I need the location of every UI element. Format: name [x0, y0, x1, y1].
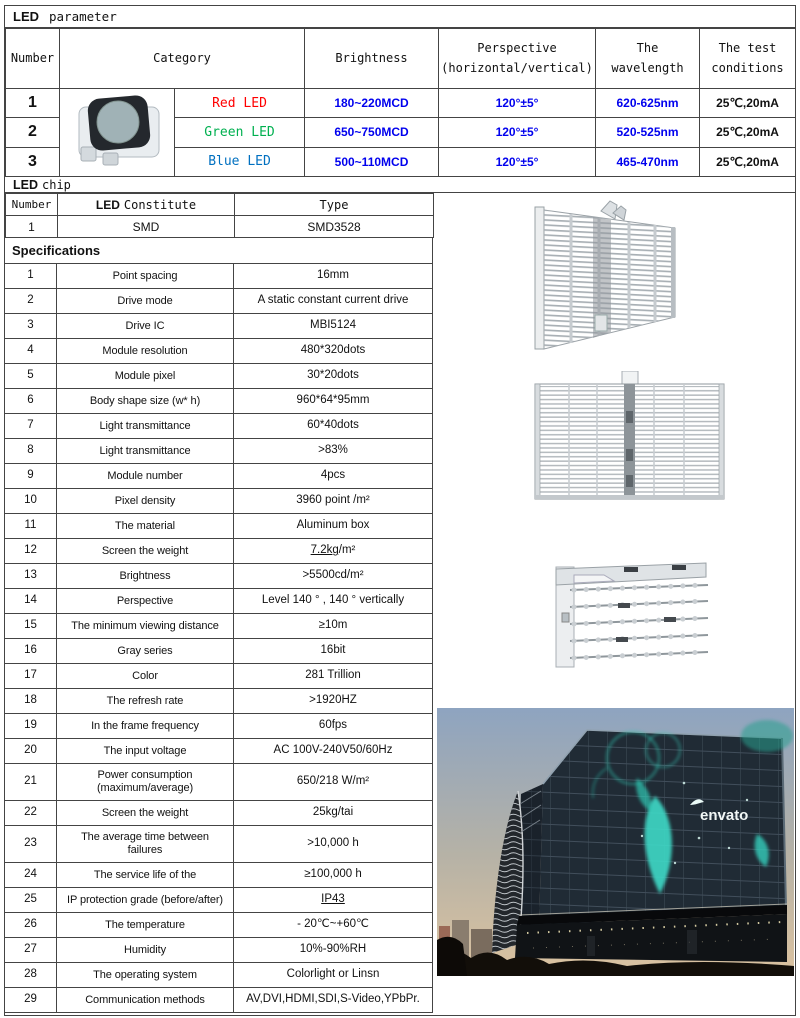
section-led-chip-title [5, 177, 795, 193]
spec-row [5, 389, 433, 414]
chip-col-number: Number [6, 194, 58, 216]
spec-name: The refresh rate [57, 689, 234, 713]
spec-name: Module number [57, 464, 234, 488]
spec-value: MBI5124 [234, 314, 433, 338]
spec-row [5, 614, 433, 639]
spec-row [5, 963, 433, 988]
spec-name: Module resolution [57, 339, 234, 363]
table-row [6, 216, 434, 238]
spec-number: 15 [5, 614, 57, 638]
spec-number: 5 [5, 364, 57, 388]
spec-row [5, 639, 433, 664]
col-header-number: Number [6, 29, 60, 89]
spec-name: Gray series [57, 639, 234, 663]
led-chip-table [5, 193, 434, 238]
spec-value: IP43 [234, 888, 433, 912]
wavelength-value: 620-625nm [596, 89, 700, 118]
perspective-value: 120°±5° [439, 147, 596, 176]
chip-col-type: Type [235, 194, 434, 216]
spec-value: 16mm [234, 264, 433, 288]
smd-led-photo-cell [60, 89, 175, 177]
chip-led-bold: LED [95, 197, 120, 212]
spec-number: 3 [5, 314, 57, 338]
perspective-value: 120°±5° [439, 89, 596, 118]
spec-row [5, 863, 433, 888]
spec-number: 23 [5, 826, 57, 862]
spec-number: 4 [5, 339, 57, 363]
test-line2: conditions [711, 60, 784, 75]
spec-value: AC 100V-240V50/60Hz [234, 739, 433, 763]
row-number: 1 [6, 89, 60, 118]
spec-row [5, 938, 433, 963]
spec-number: 14 [5, 589, 57, 613]
chip-constitute-value: SMD [58, 216, 235, 238]
spec-value: Level 140 ° , 140 ° vertically [234, 589, 433, 613]
spec-row [5, 888, 433, 913]
spec-row [5, 339, 433, 364]
spec-name: Drive IC [57, 314, 234, 338]
spec-row [5, 764, 433, 801]
spec-name: The service life of the [57, 863, 234, 887]
spec-row [5, 439, 433, 464]
spec-value: 60fps [234, 714, 433, 738]
spec-name: Pixel density [57, 489, 234, 513]
spec-name: Communication methods [57, 988, 234, 1012]
spec-number: 26 [5, 913, 57, 937]
title-parameter: parameter [49, 9, 117, 24]
spec-row [5, 664, 433, 689]
spec-number: 20 [5, 739, 57, 763]
led-parameter-table [5, 28, 796, 177]
spec-number: 29 [5, 988, 57, 1012]
spec-value: >5500cd/m² [234, 564, 433, 588]
spec-row [5, 714, 433, 739]
spec-name: Screen the weight [57, 539, 234, 563]
spec-name: Drive mode [57, 289, 234, 313]
title-led-chip-rest: chip [42, 177, 71, 192]
spec-row [5, 913, 433, 938]
spec-name: In the frame frequency [57, 714, 234, 738]
spec-row [5, 264, 433, 289]
spec-number: 22 [5, 801, 57, 825]
spec-row [5, 539, 433, 564]
perspective-value: 120°±5° [439, 118, 596, 147]
test-line1: The test [718, 41, 777, 56]
spec-name: The input voltage [57, 739, 234, 763]
spec-number: 8 [5, 439, 57, 463]
spec-number: 7 [5, 414, 57, 438]
spec-row [5, 589, 433, 614]
spec-row [5, 826, 433, 863]
row-number: 3 [6, 147, 60, 176]
spec-row [5, 414, 433, 439]
wavelength-value: 520-525nm [596, 118, 700, 147]
spec-number: 19 [5, 714, 57, 738]
spec-value: 4pcs [234, 464, 433, 488]
spec-name: Screen the weight [57, 801, 234, 825]
col-header-wavelength [596, 29, 700, 89]
spec-number: 6 [5, 389, 57, 413]
spec-value: >1920HZ [234, 689, 433, 713]
spec-number: 27 [5, 938, 57, 962]
section-specifications-title: Specifications [5, 238, 433, 264]
panel-front-drawing [534, 371, 726, 518]
spec-number: 2 [5, 289, 57, 313]
wavelength-line2: wavelength [611, 60, 684, 75]
test-conditions-value: 25℃,20mA [700, 147, 796, 176]
spec-name: Brightness [57, 564, 234, 588]
test-conditions-value: 25℃,20mA [700, 118, 796, 147]
spec-value: 3960 point /m² [234, 489, 433, 513]
spec-name: The operating system [57, 963, 234, 987]
spec-value: 7.2kg /m² [234, 539, 433, 563]
category-label: Red LED [175, 89, 305, 118]
perspective-line2: (horizontal/vertical) [441, 60, 593, 75]
spec-value: 10%-90%RH [234, 938, 433, 962]
row-number: 2 [6, 118, 60, 147]
led-strip-drawing [546, 557, 714, 680]
spec-name: Humidity [57, 938, 234, 962]
spec-row [5, 739, 433, 764]
spec-value: 30*20dots [234, 364, 433, 388]
spec-value: 650/218 W/m² [234, 764, 433, 800]
brightness-value: 650~750MCD [305, 118, 439, 147]
title-led-chip-bold: LED [13, 177, 38, 192]
spec-name: Point spacing [57, 264, 234, 288]
spec-name: Perspective [57, 589, 234, 613]
spec-number: 25 [5, 888, 57, 912]
title-led: LED [13, 9, 39, 24]
spec-number: 12 [5, 539, 57, 563]
spec-value: 480*320dots [234, 339, 433, 363]
spec-name: Module pixel [57, 364, 234, 388]
spec-number: 28 [5, 963, 57, 987]
spec-number: 21 [5, 764, 57, 800]
spec-name: The temperature [57, 913, 234, 937]
smd-led-image [67, 89, 167, 171]
chip-constitute-rest: Constitute [123, 197, 197, 212]
wavelength-value: 465-470nm [596, 147, 700, 176]
spec-name: Light transmittance [57, 439, 234, 463]
spec-number: 10 [5, 489, 57, 513]
building-photo [437, 708, 794, 981]
spec-name: Color [57, 664, 234, 688]
col-header-category: Category [60, 29, 305, 89]
spec-row [5, 514, 433, 539]
spec-number: 9 [5, 464, 57, 488]
category-label: Blue LED [175, 147, 305, 176]
spec-row [5, 988, 433, 1013]
chip-row-number: 1 [6, 216, 58, 238]
photo-brand-text: envato [700, 807, 749, 824]
spec-value: 25kg/tai [234, 801, 433, 825]
spec-name: The average time between failures [57, 826, 234, 862]
specifications-table [5, 264, 433, 1013]
spec-name: Power consumption (maximum/average) [57, 764, 234, 800]
spec-name: IP protection grade (before/after) [57, 888, 234, 912]
col-header-test-conditions [700, 29, 796, 89]
spec-name: The minimum viewing distance [57, 614, 234, 638]
spec-row [5, 289, 433, 314]
chip-col-constitute [58, 194, 235, 216]
perspective-line1: Perspective [477, 41, 557, 56]
col-header-brightness: Brightness [305, 29, 439, 89]
spec-value: 16bit [234, 639, 433, 663]
spec-value: AV,DVI,HDMI,SDI,S-Video,YPbPr. [234, 988, 433, 1012]
spec-row [5, 689, 433, 714]
spec-value: 960*64*95mm [234, 389, 433, 413]
spec-row [5, 489, 433, 514]
wavelength-line1: The [636, 41, 659, 56]
brightness-value: 180~220MCD [305, 89, 439, 118]
table-row [6, 89, 796, 118]
spec-name: Body shape size (w* h) [57, 389, 234, 413]
spec-value: Colorlight or Linsn [234, 963, 433, 987]
spec-value: - 20℃~+60℃ [234, 913, 433, 937]
spec-name: The material [57, 514, 234, 538]
spec-value: ≥100,000 h [234, 863, 433, 887]
spec-number: 18 [5, 689, 57, 713]
category-label: Green LED [175, 118, 305, 147]
spec-row [5, 364, 433, 389]
spec-value: 281 Trillion [234, 664, 433, 688]
spec-row [5, 801, 433, 826]
spec-number: 16 [5, 639, 57, 663]
spec-number: 1 [5, 264, 57, 288]
spec-value: >83% [234, 439, 433, 463]
spec-number: 13 [5, 564, 57, 588]
panel-perspective-drawing [533, 197, 681, 366]
spec-row [5, 564, 433, 589]
spec-name: Light transmittance [57, 414, 234, 438]
spec-value: 60*40dots [234, 414, 433, 438]
spec-number: 24 [5, 863, 57, 887]
spec-number: 17 [5, 664, 57, 688]
col-header-perspective [439, 29, 596, 89]
spec-row [5, 314, 433, 339]
spec-number: 11 [5, 514, 57, 538]
brightness-value: 500~110MCD [305, 147, 439, 176]
spec-value: ≥10m [234, 614, 433, 638]
spec-value: >10,000 h [234, 826, 433, 862]
spec-row [5, 464, 433, 489]
chip-type-value: SMD3528 [235, 216, 434, 238]
test-conditions-value: 25℃,20mA [700, 89, 796, 118]
section-led-parameter-title [5, 6, 795, 28]
spec-value: A static constant current drive [234, 289, 433, 313]
spec-value: Aluminum box [234, 514, 433, 538]
